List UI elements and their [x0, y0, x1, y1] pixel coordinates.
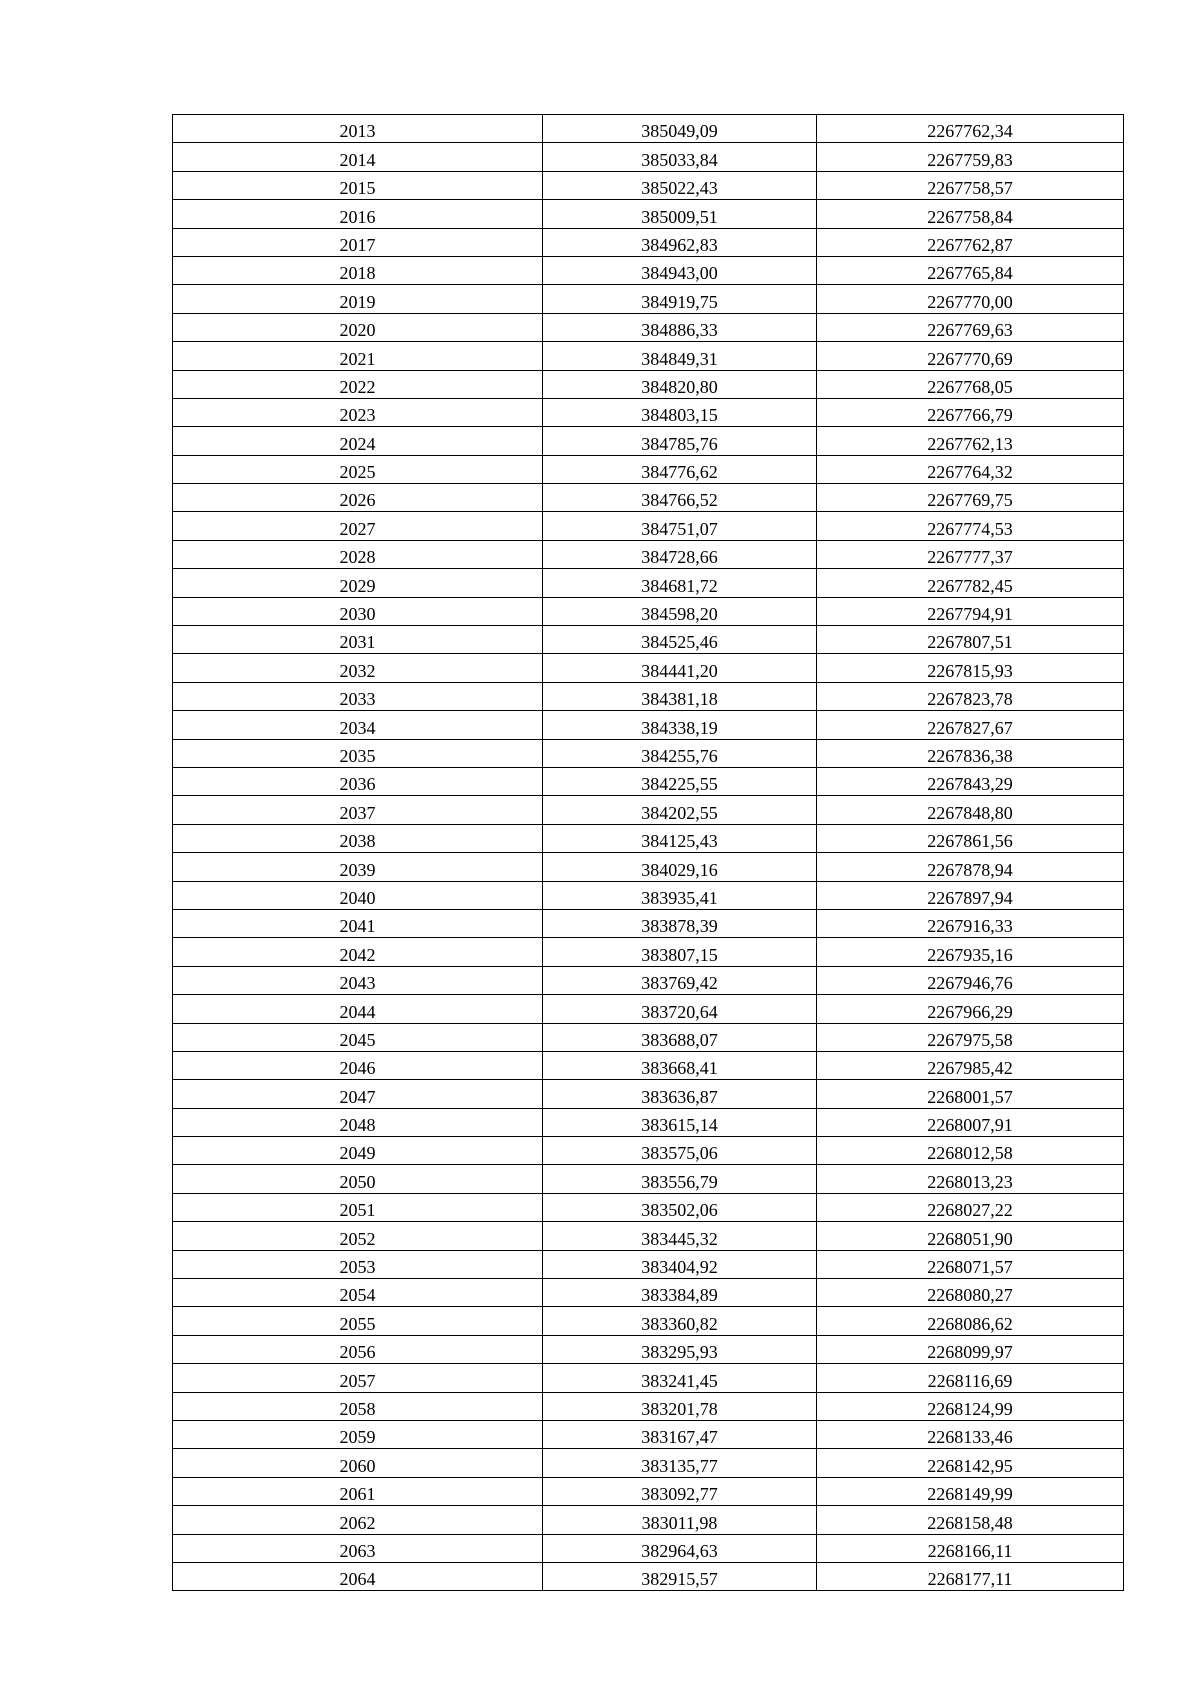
- x-coordinate-cell: 384785,76: [543, 427, 817, 455]
- y-coordinate-cell: 2268071,57: [817, 1250, 1124, 1278]
- table-row: [173, 427, 1124, 455]
- point-number-cell: 2051: [173, 1193, 543, 1221]
- x-coordinate-cell: 383688,07: [543, 1023, 817, 1051]
- y-coordinate-cell: 2267966,29: [817, 995, 1124, 1023]
- point-number-cell: 2052: [173, 1222, 543, 1250]
- table-row: [173, 1449, 1124, 1477]
- point-number-cell: 2033: [173, 682, 543, 710]
- table-row: [173, 909, 1124, 937]
- x-coordinate-cell: 384338,19: [543, 711, 817, 739]
- point-number-cell: 2041: [173, 909, 543, 937]
- point-number-cell: 2064: [173, 1562, 543, 1590]
- table-row: [173, 256, 1124, 284]
- y-coordinate-cell: 2268177,11: [817, 1562, 1124, 1590]
- x-coordinate-cell: 383384,89: [543, 1279, 817, 1307]
- point-number-cell: 2059: [173, 1420, 543, 1448]
- table-row: [173, 1279, 1124, 1307]
- x-coordinate-cell: 384820,80: [543, 370, 817, 398]
- y-coordinate-cell: 2267815,93: [817, 654, 1124, 682]
- x-coordinate-cell: 384029,16: [543, 853, 817, 881]
- x-coordinate-cell: 384525,46: [543, 626, 817, 654]
- x-coordinate-cell: 383360,82: [543, 1307, 817, 1335]
- point-number-cell: 2046: [173, 1051, 543, 1079]
- table-row: [173, 1506, 1124, 1534]
- table-row: [173, 796, 1124, 824]
- table-row: [173, 654, 1124, 682]
- y-coordinate-cell: 2268158,48: [817, 1506, 1124, 1534]
- x-coordinate-cell: 384943,00: [543, 256, 817, 284]
- y-coordinate-cell: 2268166,11: [817, 1534, 1124, 1562]
- y-coordinate-cell: 2268149,99: [817, 1477, 1124, 1505]
- table-row: [173, 682, 1124, 710]
- table-row: [173, 143, 1124, 171]
- x-coordinate-cell: 383636,87: [543, 1080, 817, 1108]
- y-coordinate-cell: 2267794,91: [817, 597, 1124, 625]
- table-row: [173, 1364, 1124, 1392]
- y-coordinate-cell: 2267768,05: [817, 370, 1124, 398]
- x-coordinate-cell: 383878,39: [543, 909, 817, 937]
- y-coordinate-cell: 2267897,94: [817, 881, 1124, 909]
- x-coordinate-cell: 384125,43: [543, 824, 817, 852]
- x-coordinate-cell: 383135,77: [543, 1449, 817, 1477]
- x-coordinate-cell: 383502,06: [543, 1193, 817, 1221]
- y-coordinate-cell: 2267807,51: [817, 626, 1124, 654]
- y-coordinate-cell: 2267848,80: [817, 796, 1124, 824]
- point-number-cell: 2022: [173, 370, 543, 398]
- x-coordinate-cell: 383720,64: [543, 995, 817, 1023]
- y-coordinate-cell: 2267946,76: [817, 966, 1124, 994]
- table-row: [173, 484, 1124, 512]
- y-coordinate-cell: 2268142,95: [817, 1449, 1124, 1477]
- table-row: [173, 398, 1124, 426]
- y-coordinate-cell: 2267770,00: [817, 285, 1124, 313]
- x-coordinate-cell: 383807,15: [543, 938, 817, 966]
- x-coordinate-cell: 384441,20: [543, 654, 817, 682]
- x-coordinate-cell: 385022,43: [543, 171, 817, 199]
- y-coordinate-cell: 2268001,57: [817, 1080, 1124, 1108]
- x-coordinate-cell: 384849,31: [543, 342, 817, 370]
- point-number-cell: 2048: [173, 1108, 543, 1136]
- table-row: [173, 711, 1124, 739]
- table-row: [173, 1534, 1124, 1562]
- table-row: [173, 1108, 1124, 1136]
- y-coordinate-cell: 2267823,78: [817, 682, 1124, 710]
- table-row: [173, 115, 1124, 143]
- y-coordinate-cell: 2267762,34: [817, 115, 1124, 143]
- x-coordinate-cell: 384728,66: [543, 540, 817, 568]
- table-row: [173, 626, 1124, 654]
- point-number-cell: 2061: [173, 1477, 543, 1505]
- x-coordinate-cell: 382915,57: [543, 1562, 817, 1590]
- x-coordinate-cell: 383404,92: [543, 1250, 817, 1278]
- point-number-cell: 2026: [173, 484, 543, 512]
- x-coordinate-cell: 383615,14: [543, 1108, 817, 1136]
- point-number-cell: 2053: [173, 1250, 543, 1278]
- table-row: [173, 1562, 1124, 1590]
- y-coordinate-cell: 2268080,27: [817, 1279, 1124, 1307]
- point-number-cell: 2057: [173, 1364, 543, 1392]
- y-coordinate-cell: 2267764,32: [817, 455, 1124, 483]
- table-row: [173, 569, 1124, 597]
- y-coordinate-cell: 2268133,46: [817, 1420, 1124, 1448]
- y-coordinate-cell: 2267770,69: [817, 342, 1124, 370]
- point-number-cell: 2049: [173, 1137, 543, 1165]
- x-coordinate-cell: 383201,78: [543, 1392, 817, 1420]
- x-coordinate-cell: 384776,62: [543, 455, 817, 483]
- point-number-cell: 2062: [173, 1506, 543, 1534]
- x-coordinate-cell: 384381,18: [543, 682, 817, 710]
- x-coordinate-cell: 385009,51: [543, 200, 817, 228]
- table-row: [173, 597, 1124, 625]
- y-coordinate-cell: 2267758,57: [817, 171, 1124, 199]
- table-row: [173, 824, 1124, 852]
- y-coordinate-cell: 2267758,84: [817, 200, 1124, 228]
- table-row: [173, 767, 1124, 795]
- point-number-cell: 2054: [173, 1279, 543, 1307]
- table-row: [173, 1193, 1124, 1221]
- y-coordinate-cell: 2268012,58: [817, 1137, 1124, 1165]
- y-coordinate-cell: 2267985,42: [817, 1051, 1124, 1079]
- table-row: [173, 1023, 1124, 1051]
- table-row: [173, 342, 1124, 370]
- table-row: [173, 1222, 1124, 1250]
- x-coordinate-cell: 384919,75: [543, 285, 817, 313]
- x-coordinate-cell: 383092,77: [543, 1477, 817, 1505]
- table-row: [173, 1307, 1124, 1335]
- table-row: [173, 938, 1124, 966]
- y-coordinate-cell: 2268086,62: [817, 1307, 1124, 1335]
- table-row: [173, 171, 1124, 199]
- table-row: [173, 1250, 1124, 1278]
- x-coordinate-cell: 383935,41: [543, 881, 817, 909]
- y-coordinate-cell: 2267759,83: [817, 143, 1124, 171]
- y-coordinate-cell: 2267762,13: [817, 427, 1124, 455]
- y-coordinate-cell: 2267765,84: [817, 256, 1124, 284]
- point-number-cell: 2025: [173, 455, 543, 483]
- table-row: [173, 370, 1124, 398]
- point-number-cell: 2060: [173, 1449, 543, 1477]
- table-row: [173, 995, 1124, 1023]
- table-row: [173, 881, 1124, 909]
- table-row: [173, 1165, 1124, 1193]
- y-coordinate-cell: 2267769,75: [817, 484, 1124, 512]
- y-coordinate-cell: 2268124,99: [817, 1392, 1124, 1420]
- x-coordinate-cell: 384886,33: [543, 313, 817, 341]
- x-coordinate-cell: 383167,47: [543, 1420, 817, 1448]
- point-number-cell: 2017: [173, 228, 543, 256]
- point-number-cell: 2020: [173, 313, 543, 341]
- point-number-cell: 2029: [173, 569, 543, 597]
- x-coordinate-cell: 384751,07: [543, 512, 817, 540]
- y-coordinate-cell: 2268013,23: [817, 1165, 1124, 1193]
- x-coordinate-cell: 385049,09: [543, 115, 817, 143]
- table-row: [173, 739, 1124, 767]
- y-coordinate-cell: 2267762,87: [817, 228, 1124, 256]
- y-coordinate-cell: 2267836,38: [817, 739, 1124, 767]
- y-coordinate-cell: 2267774,53: [817, 512, 1124, 540]
- y-coordinate-cell: 2268051,90: [817, 1222, 1124, 1250]
- table-row: [173, 285, 1124, 313]
- point-number-cell: 2036: [173, 767, 543, 795]
- point-number-cell: 2038: [173, 824, 543, 852]
- point-number-cell: 2023: [173, 398, 543, 426]
- table-row: [173, 512, 1124, 540]
- y-coordinate-cell: 2267861,56: [817, 824, 1124, 852]
- table-row: [173, 1420, 1124, 1448]
- point-number-cell: 2015: [173, 171, 543, 199]
- point-number-cell: 2047: [173, 1080, 543, 1108]
- point-number-cell: 2055: [173, 1307, 543, 1335]
- table-row: [173, 313, 1124, 341]
- point-number-cell: 2013: [173, 115, 543, 143]
- x-coordinate-cell: 382964,63: [543, 1534, 817, 1562]
- point-number-cell: 2063: [173, 1534, 543, 1562]
- x-coordinate-cell: 384803,15: [543, 398, 817, 426]
- x-coordinate-cell: 384202,55: [543, 796, 817, 824]
- point-number-cell: 2044: [173, 995, 543, 1023]
- point-number-cell: 2039: [173, 853, 543, 881]
- table-row: [173, 966, 1124, 994]
- x-coordinate-cell: 384225,55: [543, 767, 817, 795]
- y-coordinate-cell: 2267878,94: [817, 853, 1124, 881]
- x-coordinate-cell: 383241,45: [543, 1364, 817, 1392]
- y-coordinate-cell: 2267769,63: [817, 313, 1124, 341]
- y-coordinate-cell: 2267766,79: [817, 398, 1124, 426]
- table-row: [173, 1392, 1124, 1420]
- coordinates-table: [172, 114, 1124, 1591]
- point-number-cell: 2034: [173, 711, 543, 739]
- point-number-cell: 2045: [173, 1023, 543, 1051]
- point-number-cell: 2028: [173, 540, 543, 568]
- coordinates-table-body: [173, 115, 1124, 1591]
- y-coordinate-cell: 2268099,97: [817, 1335, 1124, 1363]
- point-number-cell: 2018: [173, 256, 543, 284]
- x-coordinate-cell: 383556,79: [543, 1165, 817, 1193]
- point-number-cell: 2016: [173, 200, 543, 228]
- table-row: [173, 853, 1124, 881]
- y-coordinate-cell: 2267935,16: [817, 938, 1124, 966]
- table-row: [173, 1080, 1124, 1108]
- point-number-cell: 2027: [173, 512, 543, 540]
- y-coordinate-cell: 2267975,58: [817, 1023, 1124, 1051]
- table-row: [173, 200, 1124, 228]
- point-number-cell: 2037: [173, 796, 543, 824]
- point-number-cell: 2058: [173, 1392, 543, 1420]
- x-coordinate-cell: 384766,52: [543, 484, 817, 512]
- y-coordinate-cell: 2267843,29: [817, 767, 1124, 795]
- y-coordinate-cell: 2268007,91: [817, 1108, 1124, 1136]
- point-number-cell: 2042: [173, 938, 543, 966]
- table-row: [173, 1335, 1124, 1363]
- point-number-cell: 2056: [173, 1335, 543, 1363]
- table-row: [173, 1137, 1124, 1165]
- point-number-cell: 2050: [173, 1165, 543, 1193]
- x-coordinate-cell: 383668,41: [543, 1051, 817, 1079]
- point-number-cell: 2021: [173, 342, 543, 370]
- point-number-cell: 2032: [173, 654, 543, 682]
- point-number-cell: 2024: [173, 427, 543, 455]
- table-row: [173, 1477, 1124, 1505]
- x-coordinate-cell: 383445,32: [543, 1222, 817, 1250]
- point-number-cell: 2031: [173, 626, 543, 654]
- y-coordinate-cell: 2268027,22: [817, 1193, 1124, 1221]
- point-number-cell: 2019: [173, 285, 543, 313]
- table-row: [173, 1051, 1124, 1079]
- x-coordinate-cell: 384962,83: [543, 228, 817, 256]
- x-coordinate-cell: 383011,98: [543, 1506, 817, 1534]
- y-coordinate-cell: 2268116,69: [817, 1364, 1124, 1392]
- x-coordinate-cell: 384681,72: [543, 569, 817, 597]
- x-coordinate-cell: 385033,84: [543, 143, 817, 171]
- x-coordinate-cell: 383295,93: [543, 1335, 817, 1363]
- table-row: [173, 228, 1124, 256]
- y-coordinate-cell: 2267782,45: [817, 569, 1124, 597]
- table-row: [173, 540, 1124, 568]
- point-number-cell: 2040: [173, 881, 543, 909]
- point-number-cell: 2035: [173, 739, 543, 767]
- y-coordinate-cell: 2267777,37: [817, 540, 1124, 568]
- table-row: [173, 455, 1124, 483]
- x-coordinate-cell: 384598,20: [543, 597, 817, 625]
- y-coordinate-cell: 2267916,33: [817, 909, 1124, 937]
- y-coordinate-cell: 2267827,67: [817, 711, 1124, 739]
- x-coordinate-cell: 383575,06: [543, 1137, 817, 1165]
- x-coordinate-cell: 384255,76: [543, 739, 817, 767]
- x-coordinate-cell: 383769,42: [543, 966, 817, 994]
- point-number-cell: 2043: [173, 966, 543, 994]
- point-number-cell: 2014: [173, 143, 543, 171]
- point-number-cell: 2030: [173, 597, 543, 625]
